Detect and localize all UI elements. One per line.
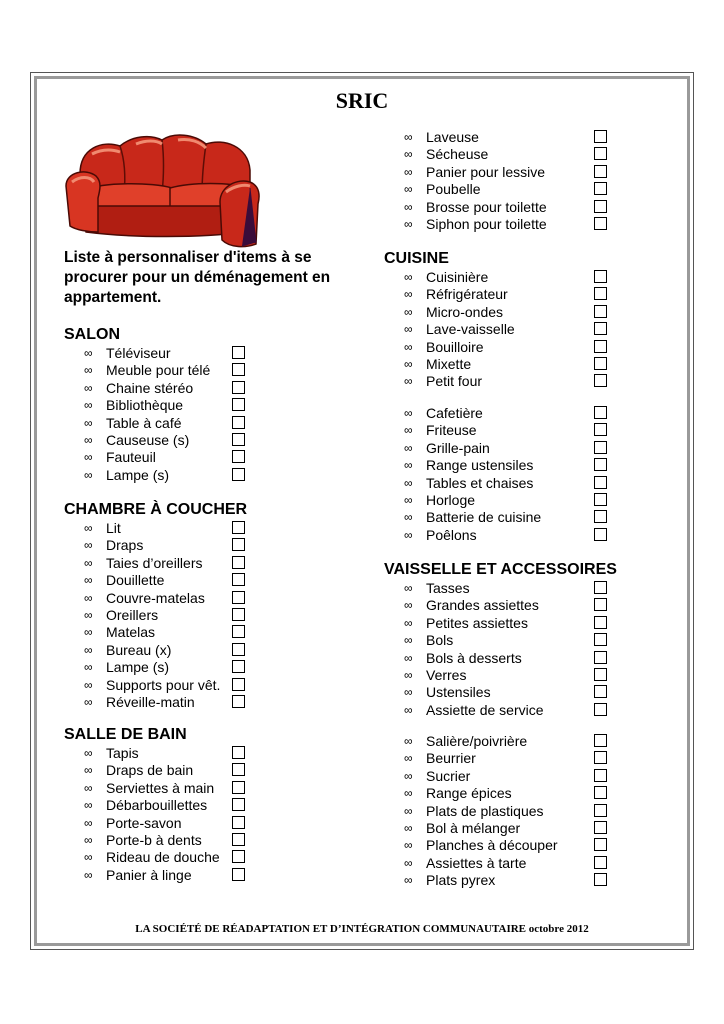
section-title-cuisine: CUISINE [384, 250, 449, 267]
infinity-bullet-icon: ∞ [84, 677, 93, 692]
infinity-bullet-icon: ∞ [404, 633, 413, 648]
checkbox[interactable] [594, 305, 607, 318]
checkbox[interactable] [232, 695, 245, 708]
checkbox[interactable] [594, 804, 607, 817]
checkbox[interactable] [232, 763, 245, 776]
infinity-bullet-icon: ∞ [84, 398, 93, 413]
infinity-bullet-icon: ∞ [404, 838, 413, 853]
infinity-bullet-icon: ∞ [404, 182, 413, 197]
list-item: ∞ Tapis [64, 745, 187, 762]
infinity-bullet-icon: ∞ [84, 521, 93, 535]
checkbox[interactable] [594, 340, 607, 353]
checkbox[interactable] [232, 660, 245, 673]
infinity-bullet-icon: ∞ [84, 660, 93, 675]
checkbox[interactable] [594, 357, 607, 370]
list-item: ∞ Douillette [64, 572, 247, 589]
infinity-bullet-icon: ∞ [84, 763, 93, 778]
page-title: SRIC [335, 88, 389, 113]
checkbox[interactable] [232, 556, 245, 569]
list-item: ∞ Bols [384, 632, 617, 649]
infinity-bullet-icon: ∞ [84, 380, 93, 395]
list-item: ∞ Bibliothèque [64, 397, 120, 414]
list-item: ∞ Petites assiettes [384, 615, 617, 632]
checkbox[interactable] [232, 433, 245, 446]
infinity-bullet-icon: ∞ [404, 216, 413, 231]
infinity-bullet-icon: ∞ [84, 607, 93, 622]
list-item: ∞ Draps [64, 537, 247, 554]
list-item: ∞ Débarbouillettes [64, 797, 187, 814]
checkbox[interactable] [594, 165, 607, 178]
infinity-bullet-icon: ∞ [404, 598, 413, 613]
checkbox[interactable] [594, 182, 607, 195]
section-cuisine [384, 248, 515, 391]
checkbox[interactable] [594, 374, 607, 387]
infinity-bullet-icon: ∞ [84, 346, 93, 360]
checkbox[interactable] [594, 147, 607, 160]
infinity-bullet-icon: ∞ [404, 768, 413, 783]
checkbox[interactable] [232, 798, 245, 811]
infinity-bullet-icon: ∞ [84, 363, 93, 378]
list-item: ∞ Matelas [64, 624, 247, 641]
list-item: ∞ Assiette de service [384, 702, 617, 719]
checkbox[interactable] [594, 493, 607, 506]
checkbox[interactable] [594, 510, 607, 523]
list-item: ∞ Grandes assiettes [384, 597, 617, 614]
checkbox[interactable] [594, 322, 607, 335]
list-item: ∞ Couvre-matelas [64, 590, 247, 607]
checkbox[interactable] [232, 625, 245, 638]
checkbox[interactable] [232, 746, 245, 759]
infinity-bullet-icon: ∞ [404, 734, 413, 748]
checkbox[interactable] [232, 816, 245, 829]
infinity-bullet-icon: ∞ [404, 581, 413, 595]
list-item: ∞ Lampe (s) [64, 467, 120, 484]
section-salon [64, 324, 211, 484]
checkbox[interactable] [594, 685, 607, 698]
checkbox[interactable] [232, 591, 245, 604]
checkbox[interactable] [594, 476, 607, 489]
list-item: ∞ Bureau (x) [64, 642, 247, 659]
infinity-bullet-icon: ∞ [404, 147, 413, 162]
list-item: ∞ Verres [384, 667, 617, 684]
checkbox[interactable] [594, 873, 607, 886]
checkbox[interactable] [594, 406, 607, 419]
checkbox[interactable] [232, 416, 245, 429]
list-item: ∞ Bouilloire [384, 339, 449, 356]
infinity-bullet-icon: ∞ [84, 815, 93, 830]
list-item: ∞ Micro-ondes [384, 304, 449, 321]
footer-text: LA SOCIÉTÉ DE RÉADAPTATION ET D’INTÉGRATION COMMUNAUTAIRE octobre 2012 [135, 923, 589, 935]
list-item: ∞ Draps de bain [64, 762, 187, 779]
list-item: ∞ Lampe (s) [64, 659, 247, 676]
list-item: ∞ Supports pour vêt. [64, 677, 247, 694]
list-item: ∞ Porte-b à dents [64, 832, 187, 849]
infinity-bullet-icon: ∞ [404, 786, 413, 801]
checkbox[interactable] [594, 786, 607, 799]
checkbox[interactable] [594, 856, 607, 869]
checklist-vaisselle [384, 580, 617, 719]
checkbox[interactable] [232, 850, 245, 863]
infinity-bullet-icon: ∞ [84, 415, 93, 430]
list-item: ∞ Taies d’oreillers [64, 555, 247, 572]
infinity-bullet-icon: ∞ [404, 199, 413, 214]
section-title-salon: SALON [64, 326, 120, 343]
infinity-bullet-icon: ∞ [404, 270, 413, 284]
checkbox[interactable] [232, 398, 245, 411]
checkbox[interactable] [594, 734, 607, 747]
infinity-bullet-icon: ∞ [404, 164, 413, 179]
infinity-bullet-icon: ∞ [404, 855, 413, 870]
infinity-bullet-icon: ∞ [404, 873, 413, 888]
list-item: ∞ Tasses [384, 580, 617, 597]
list-item: ∞ Lave-vaisselle [384, 321, 449, 338]
checkbox[interactable] [594, 581, 607, 594]
checkbox[interactable] [232, 781, 245, 794]
checkbox[interactable] [594, 703, 607, 716]
list-item: ∞ Rideau de douche [64, 849, 187, 866]
infinity-bullet-icon: ∞ [84, 780, 93, 795]
infinity-bullet-icon: ∞ [84, 642, 93, 657]
checkbox[interactable] [232, 346, 245, 359]
infinity-bullet-icon: ∞ [84, 798, 93, 813]
infinity-bullet-icon: ∞ [404, 130, 413, 144]
list-item: ∞ Lit [64, 520, 247, 537]
infinity-bullet-icon: ∞ [84, 450, 93, 465]
checkbox[interactable] [594, 217, 607, 230]
checkbox[interactable] [594, 769, 607, 782]
section-bain [64, 724, 220, 884]
checkbox[interactable] [232, 538, 245, 551]
checkbox[interactable] [594, 287, 607, 300]
checkbox[interactable] [594, 130, 607, 143]
infinity-bullet-icon: ∞ [84, 538, 93, 553]
infinity-bullet-icon: ∞ [404, 440, 413, 455]
list-item: ∞ Réveille-matin [64, 694, 247, 711]
checkbox[interactable] [232, 833, 245, 846]
list-item: ∞ Chaine stéréo [64, 380, 120, 397]
checkbox[interactable] [594, 458, 607, 471]
checklist-bain [64, 745, 220, 884]
section-title-vaisselle: VAISSELLE ET ACCESSOIRES [384, 561, 617, 578]
list-item: ∞ Panier à linge [64, 867, 187, 884]
list-item: ∞ Fauteuil [64, 449, 120, 466]
infinity-bullet-icon: ∞ [84, 867, 93, 882]
list-item: ∞ Téléviseur [64, 345, 120, 362]
checklist-chambre [64, 520, 247, 711]
checkbox[interactable] [594, 598, 607, 611]
infinity-bullet-icon: ∞ [84, 694, 93, 709]
checkbox[interactable] [232, 521, 245, 534]
infinity-bullet-icon: ∞ [404, 458, 413, 473]
infinity-bullet-icon: ∞ [84, 625, 93, 640]
checkbox[interactable] [232, 468, 245, 481]
infinity-bullet-icon: ∞ [404, 650, 413, 665]
infinity-bullet-icon: ∞ [404, 820, 413, 835]
checkbox[interactable] [594, 651, 607, 664]
list-item: ∞ Cuisinière [384, 269, 449, 286]
list-item: ∞ Petit four [384, 373, 449, 390]
list-item: ∞ Serviettes à main [64, 780, 187, 797]
checkbox[interactable] [232, 643, 245, 656]
infinity-bullet-icon: ∞ [404, 492, 413, 507]
list-item: ∞ Table à café [64, 415, 120, 432]
list-item: ∞ Mixette [384, 356, 449, 373]
infinity-bullet-icon: ∞ [404, 356, 413, 371]
checkbox[interactable] [594, 751, 607, 764]
checkbox[interactable] [232, 573, 245, 586]
infinity-bullet-icon: ∞ [84, 832, 93, 847]
section-title-chambre: CHAMBRE À COUCHER [64, 501, 248, 518]
infinity-bullet-icon: ∞ [404, 667, 413, 682]
list-item: ∞ Oreillers [64, 607, 247, 624]
infinity-bullet-icon: ∞ [404, 423, 413, 438]
infinity-bullet-icon: ∞ [404, 615, 413, 630]
infinity-bullet-icon: ∞ [84, 432, 93, 447]
checklist-cuisine [384, 269, 515, 391]
checkbox[interactable] [232, 450, 245, 463]
checkbox[interactable] [594, 668, 607, 681]
infinity-bullet-icon: ∞ [404, 702, 413, 717]
infinity-bullet-icon: ∞ [84, 850, 93, 865]
intro-text: Liste à personnaliser d'items à se procurer pour un déménagement en appartement. [64, 249, 331, 306]
list-item: ∞ Porte-savon [64, 815, 187, 832]
checkbox[interactable] [594, 633, 607, 646]
checkbox[interactable] [232, 608, 245, 621]
infinity-bullet-icon: ∞ [84, 555, 93, 570]
infinity-bullet-icon: ∞ [404, 475, 413, 490]
infinity-bullet-icon: ∞ [404, 527, 413, 542]
checkbox[interactable] [232, 678, 245, 691]
checkbox[interactable] [594, 200, 607, 213]
checkbox[interactable] [594, 821, 607, 834]
section-title-bain: SALLE DE BAIN [64, 726, 187, 743]
section-chambre [64, 499, 247, 711]
infinity-bullet-icon: ∞ [404, 287, 413, 302]
infinity-bullet-icon: ∞ [404, 685, 413, 700]
checkbox[interactable] [232, 381, 245, 394]
list-item: ∞ Ustensiles [384, 684, 617, 701]
checkbox[interactable] [232, 363, 245, 376]
sofa-illustration [62, 128, 262, 250]
infinity-bullet-icon: ∞ [404, 304, 413, 319]
infinity-bullet-icon: ∞ [404, 510, 413, 525]
infinity-bullet-icon: ∞ [404, 322, 413, 337]
list-item: ∞ Bols à desserts [384, 650, 617, 667]
checkbox[interactable] [594, 616, 607, 629]
infinity-bullet-icon: ∞ [404, 803, 413, 818]
checkbox[interactable] [594, 838, 607, 851]
checklist-salon [64, 345, 211, 484]
infinity-bullet-icon: ∞ [404, 751, 413, 766]
checkbox[interactable] [232, 868, 245, 881]
section-vaisselle [384, 559, 617, 719]
list-item: ∞ Causeuse (s) [64, 432, 120, 449]
infinity-bullet-icon: ∞ [84, 590, 93, 605]
infinity-bullet-icon: ∞ [404, 374, 413, 389]
infinity-bullet-icon: ∞ [84, 467, 93, 482]
infinity-bullet-icon: ∞ [404, 406, 413, 420]
list-item: ∞ Réfrigérateur [384, 286, 449, 303]
checkbox[interactable] [594, 528, 607, 541]
list-item: ∞ Meuble pour télé [64, 362, 120, 379]
infinity-bullet-icon: ∞ [84, 746, 93, 760]
infinity-bullet-icon: ∞ [404, 339, 413, 354]
checkbox[interactable] [594, 441, 607, 454]
checkbox[interactable] [594, 423, 607, 436]
infinity-bullet-icon: ∞ [84, 573, 93, 588]
checkbox[interactable] [594, 270, 607, 283]
